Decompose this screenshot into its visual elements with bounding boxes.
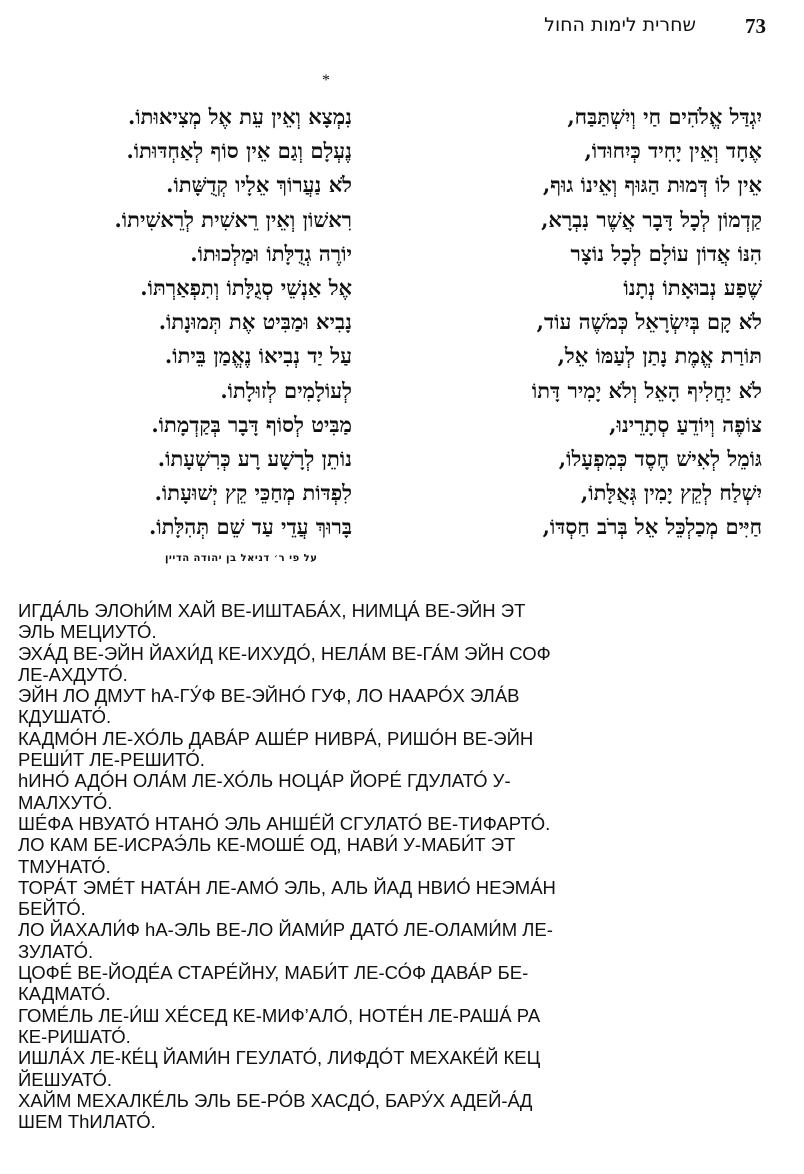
poem-couplet bbox=[32, 339, 762, 373]
couplet-first-half: חַיִּים מְכַלְכֵּל אֵל בְּרֹב חַסְדּוֹ, bbox=[542, 514, 762, 540]
couplet-first-half: צוֹפֶה וְיוֹדֵעַ סְתָרֵינוּ, bbox=[609, 411, 762, 437]
poem-couplet bbox=[32, 237, 762, 271]
transliteration-line: ШЕ́ФА НВУАТО́ НТАНО́ ЭЛЬ АНШЕ́Й СГУЛАТО́ ВЕ-ТИФАРТО́. bbox=[18, 812, 551, 834]
transliteration-line: ЗУЛАТО́. bbox=[18, 940, 94, 962]
transliteration-paragraph bbox=[18, 813, 643, 834]
transliteration-block bbox=[18, 600, 643, 1132]
couplet-first-half: אֶחָד וְאֵין יָחִיד כְּיִחוּדוֹ, bbox=[584, 138, 762, 164]
poem-couplet bbox=[32, 134, 762, 168]
transliteration-line: КДУШАТО́. bbox=[18, 706, 112, 728]
couplet-second-half: רִאשׁוֹן וְאֵין רֵאשִׁית לְרֵאשִׁיתוֹ. bbox=[114, 206, 352, 232]
transliteration-paragraph bbox=[18, 685, 643, 728]
poem-couplet bbox=[32, 510, 762, 544]
transliteration-paragraph bbox=[18, 600, 643, 643]
transliteration-line: ГОМЕ́ЛЬ ЛЕ-И́Ш ХЕ́СЕД КЕ-МИФ’АЛО́, НОТЕ́Н ЛЕ-РАША́ РА bbox=[18, 1004, 541, 1026]
transliteration-paragraph bbox=[18, 1005, 643, 1048]
couplet-first-half: יִגְדַּל אֱלֹהִים חַי וְיִשְׁתַּבַּח, bbox=[567, 104, 762, 130]
couplet-second-half: נָבִיא וּמַבִּיט אֶת תְּמוּנָתוֹ. bbox=[158, 309, 352, 335]
poem-couplet bbox=[32, 476, 762, 510]
transliteration-line: ЛО КАМ БЕ-ИСРАЭ́ЛЬ КЕ-МОШЕ́ ОД, НАВИ́ У-МАБИ́Т ЭТ bbox=[18, 834, 516, 856]
couplet-first-half: תּוֹרַת אֱמֶת נָתַן לְעַמּוֹ אֵל, bbox=[557, 343, 762, 369]
poem-couplet bbox=[32, 100, 762, 134]
couplet-first-half: יִשְׁלַח לְקֵץ יָמִין גְּאֻלָּתוֹ, bbox=[580, 480, 762, 506]
poem-attribution: על פי ר׳ דניאל בן יהודה הדיין bbox=[165, 553, 318, 564]
poem-couplet bbox=[32, 442, 762, 476]
transliteration-paragraph bbox=[18, 834, 643, 877]
couplet-second-half: נִמְצָא וְאֵין עֵת אֶל מְצִיאוּתוֹ. bbox=[127, 104, 352, 130]
transliteration-line: ИГДА́ЛЬ ЭЛОhИ́М ХАЙ ВЕ-ИШТАБА́Х, НИМЦА́ ВЕ-ЭЙН ЭТ bbox=[18, 600, 526, 621]
hebrew-poem bbox=[32, 100, 762, 544]
transliteration-paragraph bbox=[18, 1047, 643, 1090]
transliteration-line: КАДМАТО́. bbox=[18, 983, 111, 1005]
couplet-second-half: מַבִּיט לְסוֹף דָּבָר בְּקַדְמָתוֹ. bbox=[151, 411, 352, 437]
transliteration-line: ТОРА́Т ЭМЕ́Т НАТА́Н ЛЕ-АМО́ ЭЛЬ, АЛЬ ЙАД НВИО́ НЕЭМА́Н bbox=[18, 876, 556, 898]
couplet-second-half: עַל יַד נְבִיאוֹ נֶאֱמַן בֵּיתוֹ. bbox=[164, 343, 352, 369]
poem-couplet bbox=[32, 271, 762, 305]
transliteration-paragraph bbox=[18, 877, 643, 920]
couplet-second-half: לִפְדּוֹת מְחַכֵּי קֵץ יְשׁוּעָתוֹ. bbox=[154, 480, 352, 506]
couplet-first-half: קַדְמוֹן לְכָל דָּבָר אֲשֶׁר נִבְרָא, bbox=[541, 206, 762, 232]
couplet-second-half: נוֹתֵן לְרָשָׁע רָע כְּרִשְׁעָתוֹ. bbox=[157, 445, 352, 471]
transliteration-line: КЕ-РИШАТО́. bbox=[18, 1025, 131, 1047]
transliteration-line: ЛО ЙАХАЛИ́Ф hА-ЭЛЬ ВЕ-ЛО ЙАМИ́Р ДАТО́ ЛЕ-ОЛАМИ́М ЛЕ- bbox=[18, 919, 553, 941]
transliteration-paragraph bbox=[18, 728, 643, 771]
transliteration-paragraph bbox=[18, 1090, 643, 1133]
couplet-first-half: גּוֹמֵל לְאִישׁ חֶסֶד כְּמִפְעָלוֹ, bbox=[558, 445, 762, 471]
transliteration-paragraph bbox=[18, 919, 643, 962]
transliteration-line: ЭЛЬ МЕЦИУТО́. bbox=[18, 621, 157, 643]
transliteration-line: МАЛХУТО́. bbox=[18, 791, 113, 813]
transliteration-line: КАДМО́Н ЛЕ-ХО́ЛЬ ДАВА́Р АШЕ́Р НИВРА́, РИШО́Н ВЕ-ЭЙН bbox=[18, 727, 534, 749]
poem-couplet bbox=[32, 305, 762, 339]
transliteration-paragraph bbox=[18, 643, 643, 686]
transliteration-paragraph bbox=[18, 962, 643, 1005]
couplet-second-half: אֶל אַנְשֵׁי סְגֻלָּתוֹ וְתִפְאַרְתּוֹ. bbox=[140, 275, 352, 301]
running-header: שחרית לימות החול bbox=[544, 14, 696, 36]
couplet-first-half: לֹא יַחֲלִיף הָאֵל וְלֹא יָמִיר דָּתוֹ bbox=[531, 377, 762, 403]
transliteration-line: ХАЙМ МЕХАЛКЕ́ЛЬ ЭЛЬ БЕ-РО́В ХАСДО́, БАРУ́Х АДЕЙ-А́Д bbox=[18, 1089, 533, 1111]
poem-couplet bbox=[32, 408, 762, 442]
transliteration-line: hИНО́ АДО́Н ОЛА́М ЛЕ-ХО́ЛЬ НОЦА́Р ЙОРЕ́ ГДУЛАТО́ У- bbox=[18, 770, 511, 792]
transliteration-line: ЛЕ-АХДУТО́. bbox=[18, 663, 128, 685]
couplet-first-half: לֹא קָם בְּיִשְׂרָאֵל כְּמֹשֶׁה עוֹד, bbox=[536, 309, 762, 335]
transliteration-line: ТМУНАТО́. bbox=[18, 855, 111, 877]
couplet-second-half: לְעוֹלָמִים לְזוּלָתוֹ. bbox=[220, 377, 352, 403]
couplet-second-half: לֹא נַעֲרוֹךְ אֵלָיו קְדֻשָּׁתוֹ. bbox=[166, 172, 352, 198]
couplet-first-half: אֵין לוֹ דְּמוּת הַגּוּף וְאֵינוֹ גוּף, bbox=[542, 172, 762, 198]
couplet-second-half: נֶעְלָם וְגַם אֵין סוֹף לְאַחְדּוּתוֹ. bbox=[126, 138, 352, 164]
transliteration-line: ЭЙН ЛО ДМУТ hА-ГУ́Ф ВЕ-ЭЙНО́ ГУФ, ЛО НААРО́Х ЭЛА́В bbox=[18, 685, 520, 707]
couplet-second-half: יוֹרֶה גְדֻלָּתוֹ וּמַלְכוּתוֹ. bbox=[190, 240, 352, 266]
page-number: 73 bbox=[745, 14, 766, 38]
couplet-second-half: בָּרוּךְ עֲדֵי עַד שֵׁם תְּהִלָּתוֹ. bbox=[148, 514, 352, 540]
poem-couplet bbox=[32, 203, 762, 237]
transliteration-line: ЙЕШУАТО́. bbox=[18, 1068, 112, 1090]
transliteration-line: БЕЙТО́. bbox=[18, 898, 86, 920]
asterisk-mark: * bbox=[322, 72, 330, 89]
transliteration-paragraph bbox=[18, 770, 643, 813]
couplet-first-half: שֶׁפַע נְבוּאָתוֹ נְתָנוֹ bbox=[623, 275, 762, 301]
poem-couplet bbox=[32, 168, 762, 202]
couplet-first-half: הִנּוֹ אֲדוֹן עוֹלָם לְכָל נוֹצָר bbox=[570, 240, 762, 266]
transliteration-line: ЭХА́Д ВЕ-ЭЙН ЙАХИ́Д КЕ-ИХУДО́, НЕЛА́М ВЕ-ГА́М ЭЙН СОФ bbox=[18, 642, 551, 664]
transliteration-line: ЦОФЕ́ ВЕ-ЙОДЕ́А СТАРЕ́ЙНУ, МАБИ́Т ЛЕ-СО́Ф ДАВА́Р БЕ- bbox=[18, 962, 529, 984]
transliteration-line: ШЕМ ТhИЛАТО́. bbox=[18, 1111, 156, 1133]
transliteration-line: РЕШИ́Т ЛЕ-РЕШИТО́. bbox=[18, 749, 205, 771]
transliteration-line: ИШЛА́Х ЛЕ-КЕ́Ц ЙАМИ́Н ГЕУЛАТО́, ЛИФДО́Т МЕХАКЕ́Й КЕЦ bbox=[18, 1047, 541, 1069]
poem-couplet bbox=[32, 374, 762, 408]
